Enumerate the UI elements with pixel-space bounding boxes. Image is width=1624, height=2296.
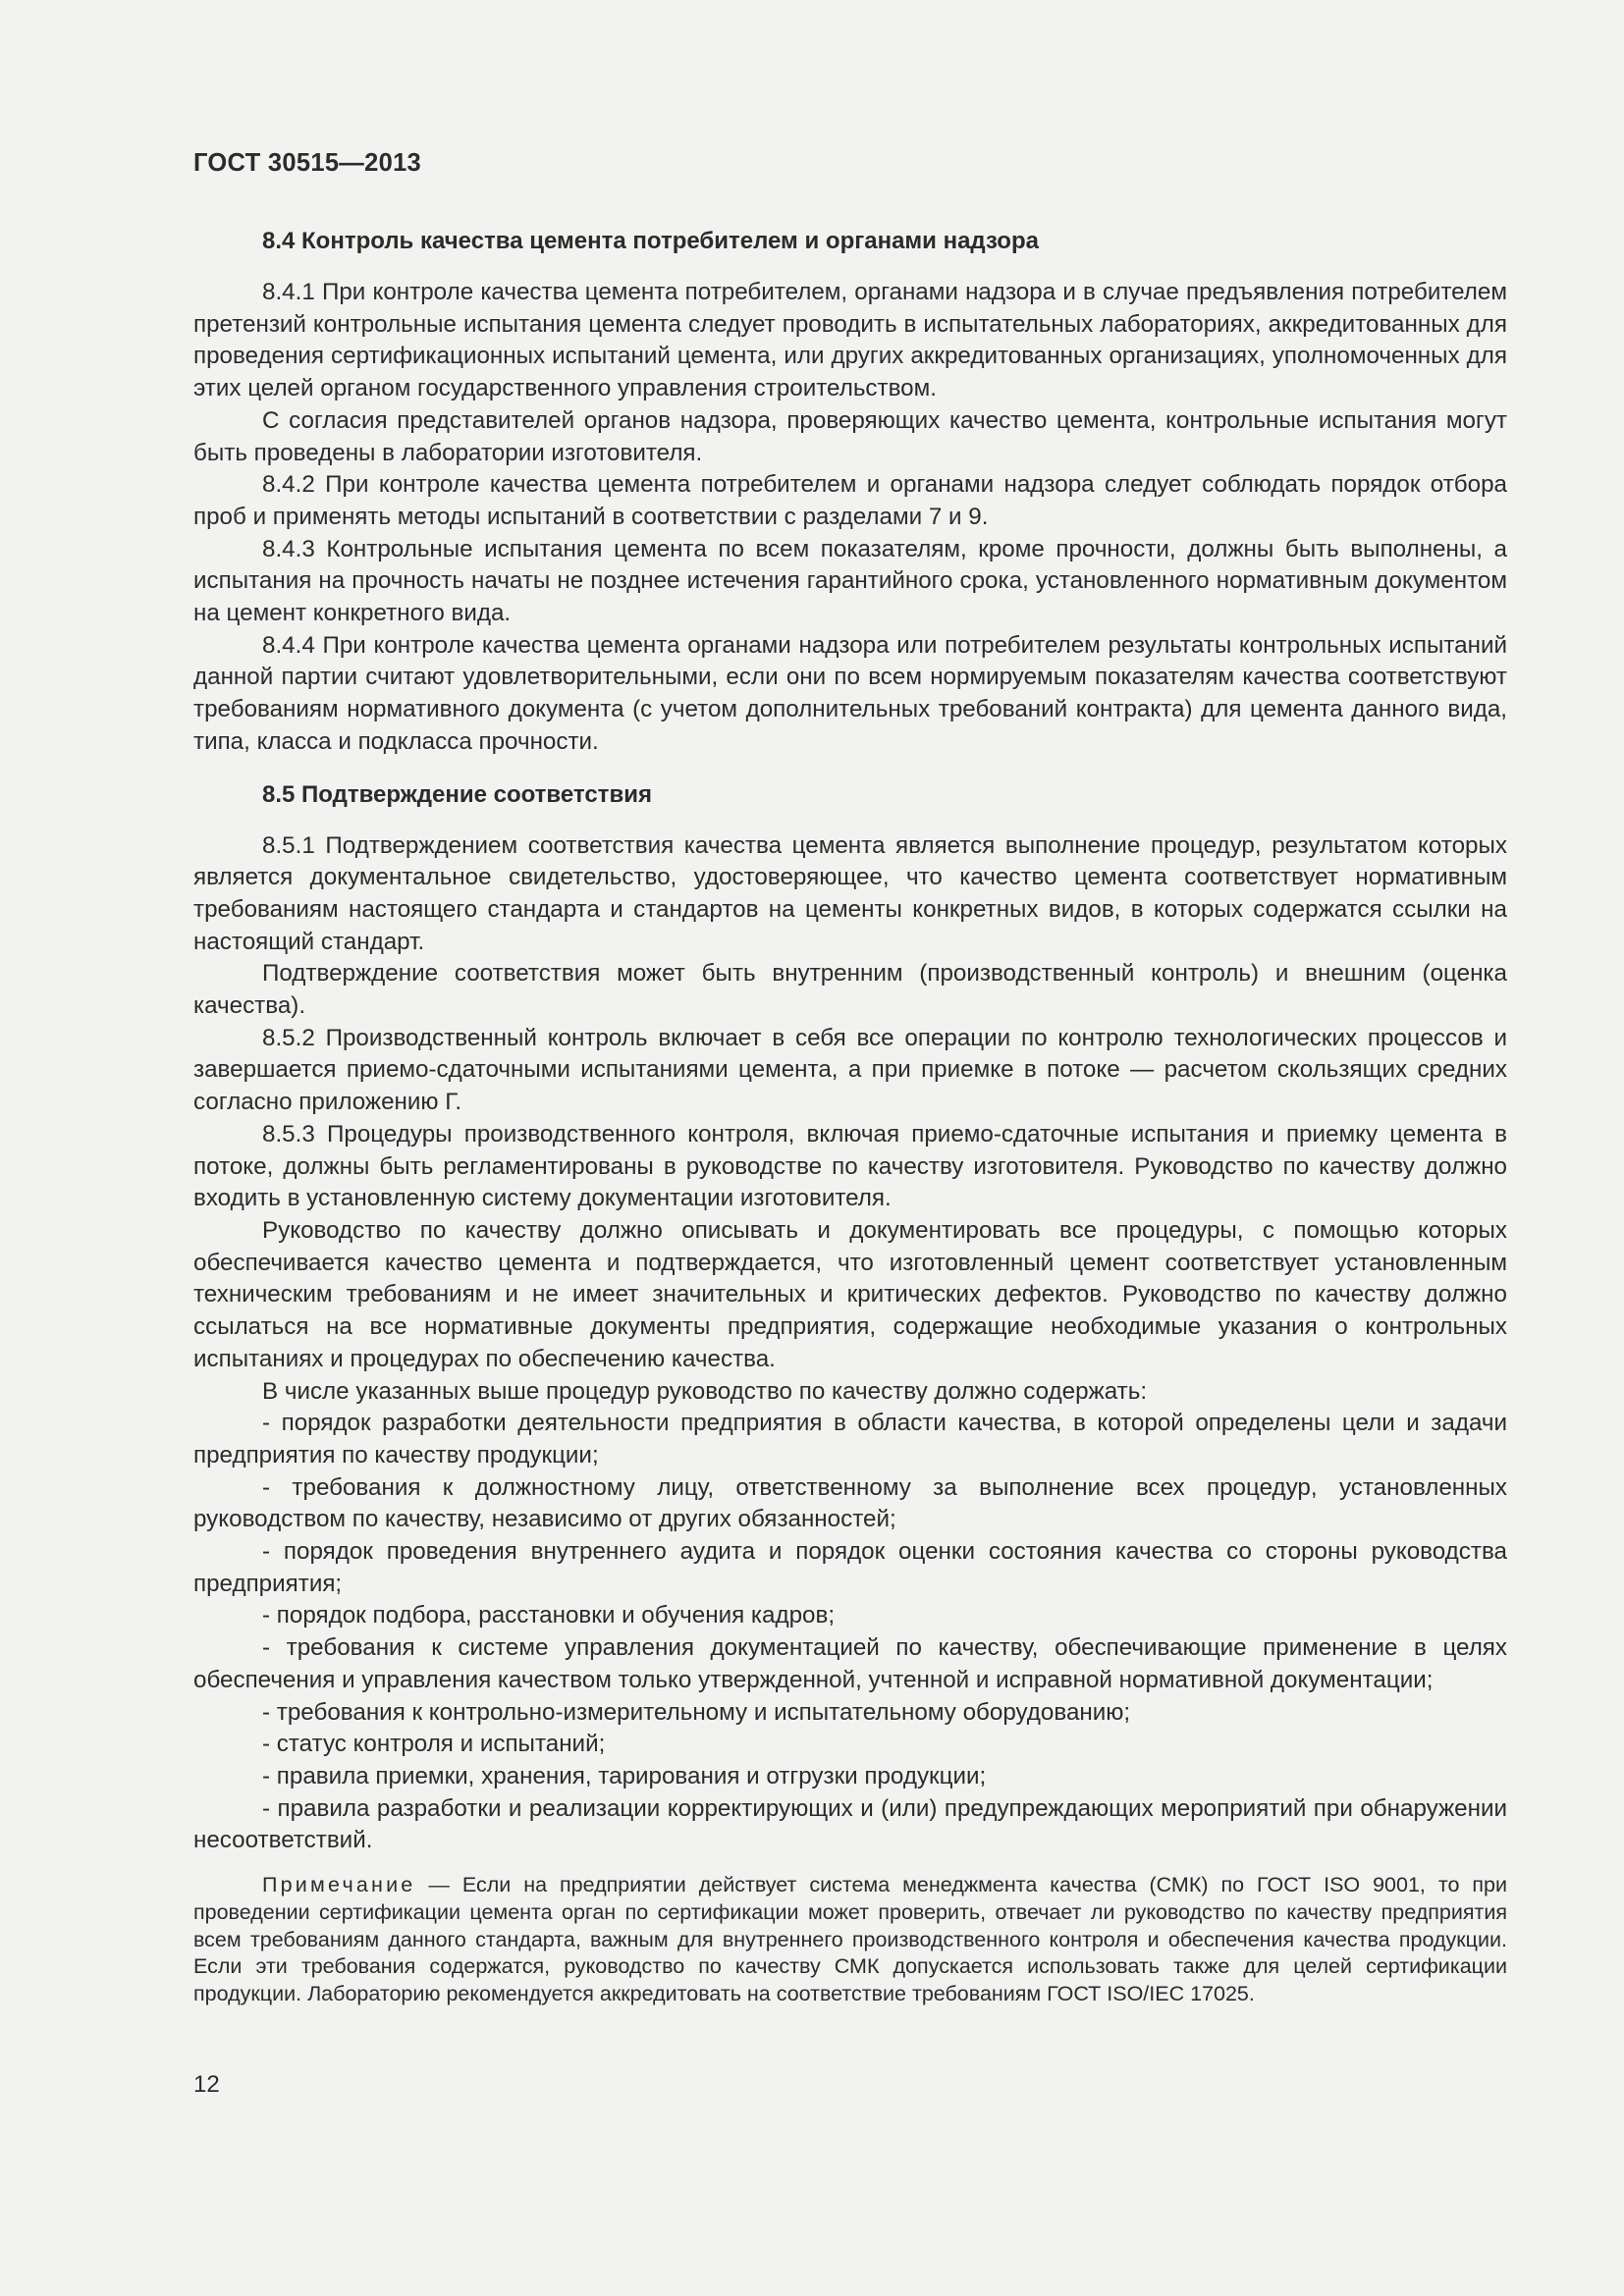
list-item: - правила приемки, хранения, тарирования и отгрузки продукции;	[262, 1762, 987, 1789]
note	[193, 1872, 1507, 2008]
list-item: - требования к контрольно-измерительному и испытательному оборудованию;	[262, 1698, 1131, 1726]
list-item: - порядок разработки деятельности предприятия в области качества, в которой определены цели и задачи предприятия по качеству продукции;	[193, 1410, 1507, 1468]
document-body	[193, 226, 1507, 2008]
list-item: - статус контроля и испытаний;	[262, 1731, 606, 1758]
note-label: Примечание	[262, 1873, 416, 1897]
document-id-header: ГОСТ 30515—2013	[193, 149, 422, 177]
list-item: - порядок подбора, расстановки и обучения кадров;	[262, 1602, 836, 1629]
note-text: — Если на предприятии действует система менеджмента качества (СМК) по ГОСТ ISO 9001, то при проведении сертификации цемента орган по сертификации может проверить, отвечает ли руководство по качеству предприятия всем требованиям данного стандарта, важным для внутреннего производственного контроля и обеспечения качества продукции. Если эти требования содержатся, руководство по качеству СМК допускается использовать также для целей сертификации продукции. Лабораторию рекомендуется аккредитовать на соответствие требованиям ГОСТ ISO/IEC 17025.	[193, 1873, 1507, 2006]
section-title: 8.5 Подтверждение соответствия	[262, 780, 652, 808]
paragraph: 8.5.3 Процедуры производственного контроля, включая приемо-сдаточные испытания и приемку цемента в потоке, должны быть регламентированы в руководстве по качеству изготовителя. Руководство по качеству должно входить в установленную систему документации изготовителя.	[193, 1120, 1507, 1212]
paragraph: 8.4.3 Контрольные испытания цемента по всем показателям, кроме прочности, должны быть выполнены, а испытания на прочность начаты не позднее истечения гарантийного срока, установленного нормативным документом на цемент конкретного вида.	[193, 535, 1507, 627]
list-item: - правила разработки и реализации корректирующих и (или) предупреждающих мероприятий при обнаружении несоответствий.	[193, 1794, 1507, 1854]
paragraph: 8.5.1 Подтверждением соответствия качества цемента является выполнение процедур, результатом которых является документальное свидетельство, удостоверяющее, что качество цемента соответствует нормативным требованиям настоящего стандарта и стандартов на цементы конкретных видов, в которых содержатся ссылки на настоящий стандарт.	[193, 831, 1507, 955]
page-number: 12	[193, 2071, 220, 2098]
paragraph: 8.4.4 При контроле качества цемента органами надзора или потребителем результаты контрольных испытаний данной партии считают удовлетворительными, если они по всем нормируемым показателям качества соответствуют требованиям нормативного документа (с учетом дополнительных требований контракта) для цемента данного вида, типа, класса и подкласса прочности.	[193, 631, 1507, 755]
list-item: - требования к системе управления документацией по качеству, обеспечивающие применение в целях обеспечения и управления качеством только утвержденной, учтенной и исправной нормативной документации;	[193, 1634, 1507, 1693]
paragraph: Руководство по качеству должно описывать и документировать все процедуры, с помощью которых обеспечивается качество цемента и подтверждается, что изготовленный цемент соответствует установленным техническим требованиям и не имеет значительных и критических дефектов. Руководство по качеству должно ссылаться на все нормативные документы предприятия, содержащие необходимые указания о контрольных испытаниях и процедурах по обеспечению качества.	[193, 1216, 1507, 1372]
section-title: 8.4 Контроль качества цемента потребителем и органами надзора	[262, 228, 1039, 254]
paragraph: 8.4.2 При контроле качества цемента потребителем и органами надзора следует соблюдать порядок отбора проб и применять методы испытаний в соответствии с разделами 7 и 9.	[193, 471, 1507, 530]
list-item: - требования к должностному лицу, ответственному за выполнение всех процедур, установленных руководством по качеству, независимо от других обязанностей;	[193, 1473, 1507, 1533]
paragraph: 8.5.2 Производственный контроль включает в себя все операции по контролю технологических процессов и завершается приемо-сдаточными испытаниями цемента, а при приемке в потоке — расчетом скользящих средних согласно приложению Г.	[193, 1024, 1507, 1116]
paragraph: С согласия представителей органов надзора, проверяющих качество цемента, контрольные испытания могут быть проведены в лаборатории изготовителя.	[193, 406, 1507, 466]
list-item: - порядок проведения внутреннего аудита и порядок оценки состояния качества со стороны руководства предприятия;	[193, 1538, 1507, 1597]
paragraph: 8.4.1 При контроле качества цемента потребителем, органами надзора и в случае предъявления потребителем претензий контрольные испытания цемента следует проводить в испытательных лабораториях, аккредитованных для проведения сертификационных испытаний цемента, или других аккредитованных организациях, уполномоченных для этих целей органом государственного управления строительством.	[193, 279, 1507, 402]
paragraph: Подтверждение соответствия может быть внутренним (производственный контроль) и внешним (оценка качества).	[193, 960, 1507, 1020]
paragraph: В числе указанных выше процедур руководство по качеству должно содержать:	[262, 1377, 1148, 1405]
